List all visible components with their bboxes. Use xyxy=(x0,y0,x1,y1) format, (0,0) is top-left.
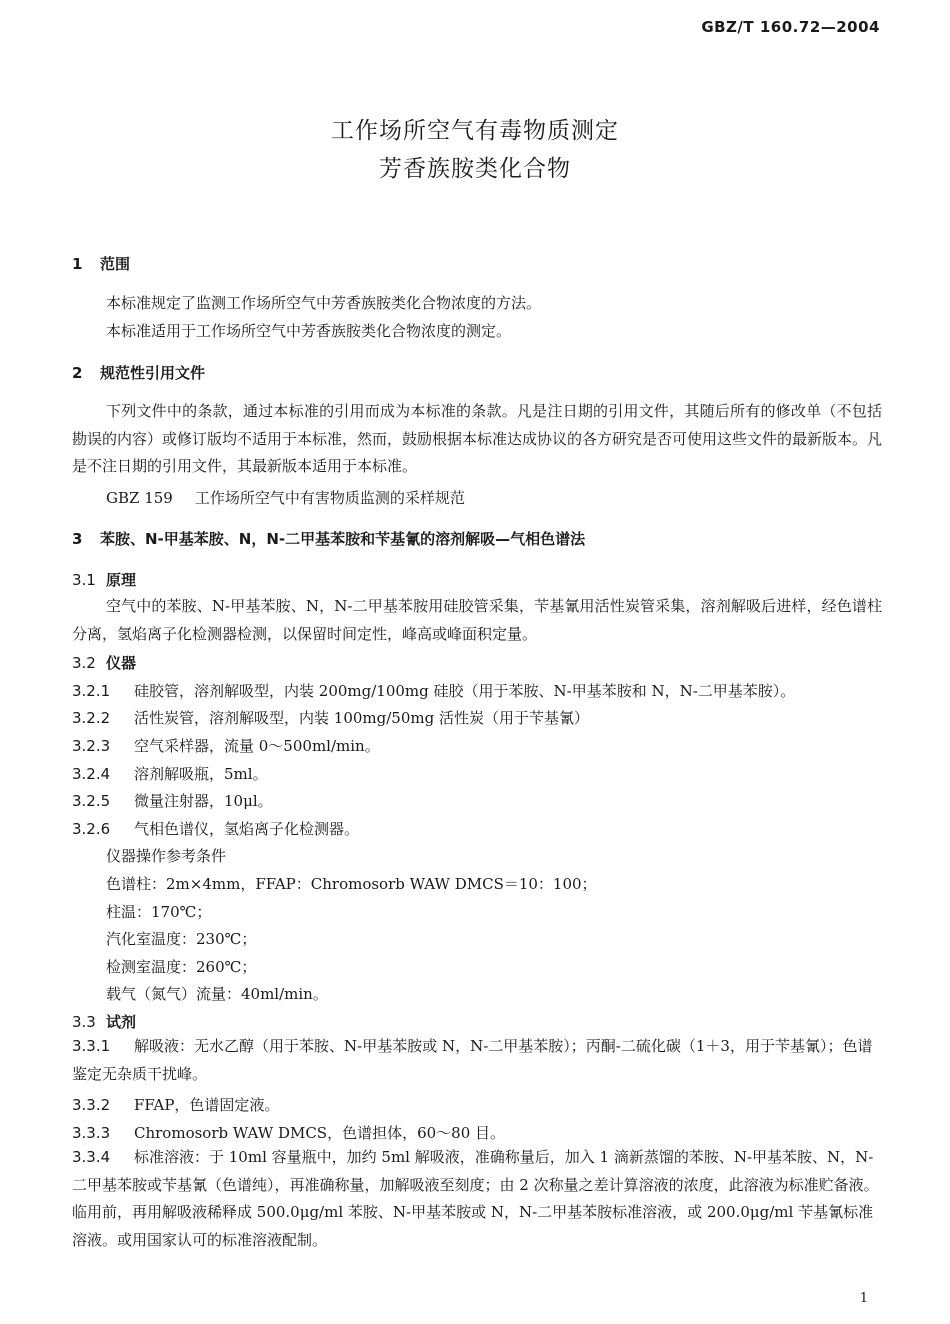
condition-column-temp: 柱温：170℃； xyxy=(106,903,212,921)
condition-vaporizer-temp: 汽化室温度：230℃； xyxy=(106,930,257,948)
instrument-item xyxy=(72,818,359,839)
condition-column: 色谱柱：2m×4mm，FFAP：Chromosorb WAW DMCS＝10：100； xyxy=(106,875,597,893)
document-title-line2: 芳香族胺类化合物 xyxy=(379,156,571,182)
item-number: 3.2.5 xyxy=(72,792,111,810)
subsection-number: 3.3 xyxy=(72,1013,96,1031)
item-number: 3.2.6 xyxy=(72,820,111,838)
item-text: 标准溶液：于 10ml 容量瓶中，加约 5ml 解吸液，准确称量后，加入 1 滴新蒸馏的苯胺、N-甲基苯胺、N，N-二甲基苯胺或苄基氰（色谱纯），再准确称量，加解吸液至刻度；由 2 次称量之差计算溶液的浓度，此溶液为标准贮备液。临用前，再用解吸液稀释成 500.0μg/ml 苯胺、N-甲基苯胺或 N，N-二甲基苯胺标准溶液，或 200.0μg/ml 苄基氰标准溶液。或用国家认可的标准溶液配制。 xyxy=(72,1148,879,1249)
section-title: 苯胺、N-甲基苯胺、N，N-二甲基苯胺和苄基氰的溶剂解吸—气相色谱法 xyxy=(100,530,586,548)
section-title: 范围 xyxy=(100,255,131,273)
standard-code: GBZ/T 160.72—2004 xyxy=(701,18,880,36)
item-number: 3.2.2 xyxy=(72,709,111,727)
condition-detector-temp: 检测室温度：260℃； xyxy=(106,958,257,976)
section-2-paragraph: 下列文件中的条款，通过本标准的引用而成为本标准的条款。凡是注日期的引用文件，其随后所有的修改单（不包括勘误的内容）或修订版均不适用于本标准，然而，鼓励根据本标准达成协议的各方研究是否可使用这些文件的最新版本。凡是不注日期的引用文件，其最新版本适用于本标准。 xyxy=(72,402,883,475)
reagent-item-3-3-3 xyxy=(72,1122,505,1143)
section-number: 3 xyxy=(72,530,83,548)
item-text: Chromosorb WAW DMCS，色谱担体，60～80 目。 xyxy=(134,1124,506,1142)
operating-conditions-title: 仪器操作参考条件 xyxy=(106,847,227,865)
principle-paragraph: 空气中的苯胺、N-甲基苯胺、N，N-二甲基苯胺用硅胶管采集，苄基氰用活性炭管采集，溶剂解吸后进样，经色谱柱分离，氢焰离子化检测器检测，以保留时间定性，峰高或峰面积定量。 xyxy=(72,597,882,643)
subsection-3-1-heading xyxy=(72,569,136,590)
subsection-number: 3.1 xyxy=(72,571,96,589)
reagent-item-3-3-2 xyxy=(72,1094,279,1115)
instrument-item xyxy=(72,735,380,756)
subsection-title: 原理 xyxy=(106,571,137,589)
section-3-heading xyxy=(72,528,585,549)
instrument-item xyxy=(72,790,273,811)
condition-carrier-gas: 载气（氮气）流量：40ml/min。 xyxy=(106,985,328,1003)
item-text: 活性炭管，溶剂解吸型，内装 100mg/50mg 活性炭（用于苄基氰） xyxy=(134,709,589,727)
page-number: 1 xyxy=(859,1291,868,1306)
item-text: 硅胶管，溶剂解吸型，内装 200mg/100mg 硅胶（用于苯胺、N-甲基苯胺和 N，N-二甲基苯胺）。 xyxy=(134,682,796,700)
section-1-heading xyxy=(72,253,130,274)
section-1-paragraph-1: 本标准规定了监测工作场所空气中芳香族胺类化合物浓度的方法。 xyxy=(106,294,542,312)
item-text: 解吸液：无水乙醇（用于苯胺、N-甲基苯胺或 N，N-二甲基苯胺）；丙酮-二硫化碳（1＋3，用于苄基氰）；色谱鉴定无杂质干扰峰。 xyxy=(72,1037,873,1083)
item-text: 微量注射器，10μl。 xyxy=(134,792,273,810)
item-number: 3.2.1 xyxy=(72,682,111,700)
item-text: 溶剂解吸瓶，5ml。 xyxy=(134,765,268,783)
item-text: 空气采样器，流量 0～500ml/min。 xyxy=(134,737,380,755)
instrument-item xyxy=(72,707,589,728)
subsection-title: 仪器 xyxy=(106,654,137,672)
document-title-line1: 工作场所空气有毒物质测定 xyxy=(331,118,619,144)
reagent-item-3-3-4 xyxy=(72,1144,882,1254)
section-title: 规范性引用文件 xyxy=(100,364,206,382)
item-number: 3.3.2 xyxy=(72,1096,111,1114)
item-number: 3.2.3 xyxy=(72,737,111,755)
subsection-number: 3.2 xyxy=(72,654,96,672)
instrument-item xyxy=(72,680,795,701)
item-text: 气相色谱仪，氢焰离子化检测器。 xyxy=(134,820,360,838)
subsection-title: 试剂 xyxy=(106,1013,137,1031)
item-number: 3.3.1 xyxy=(72,1037,111,1055)
section-number: 1 xyxy=(72,255,83,273)
reagent-item-3-3-1 xyxy=(72,1033,882,1088)
normative-reference xyxy=(106,487,465,508)
reference-code: GBZ 159 xyxy=(106,489,173,507)
reference-title: 工作场所空气中有害物质监测的采样规范 xyxy=(194,489,465,507)
item-text: FFAP，色谱固定液。 xyxy=(134,1096,280,1114)
section-2-heading xyxy=(72,362,205,383)
item-number: 3.3.4 xyxy=(72,1148,111,1166)
section-number: 2 xyxy=(72,364,83,382)
instrument-item xyxy=(72,763,268,784)
subsection-3-3-heading xyxy=(72,1011,136,1032)
subsection-3-2-heading xyxy=(72,652,136,673)
item-number: 3.2.4 xyxy=(72,765,111,783)
item-number: 3.3.3 xyxy=(72,1124,111,1142)
section-1-paragraph-2: 本标准适用于工作场所空气中芳香族胺类化合物浓度的测定。 xyxy=(106,322,512,340)
